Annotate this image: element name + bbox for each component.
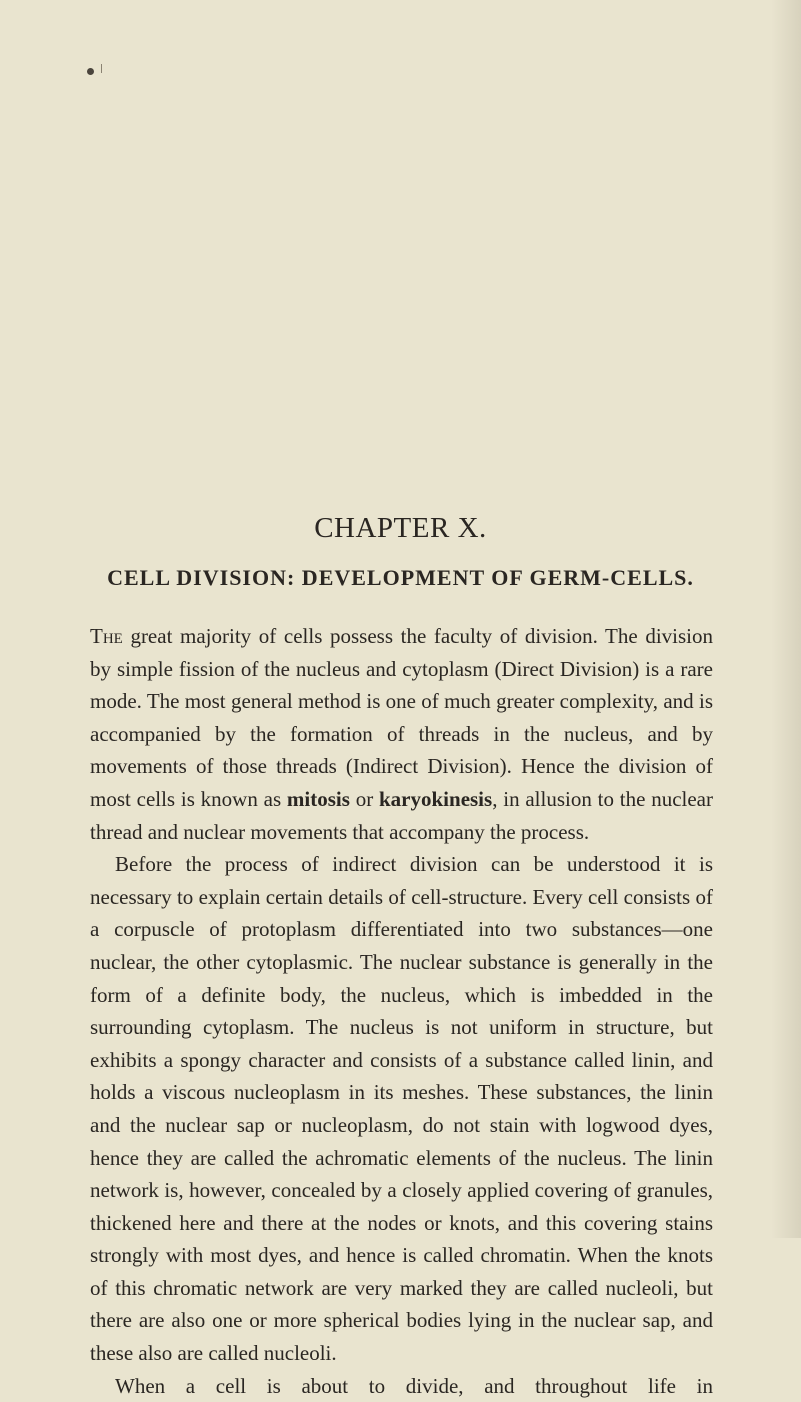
- ink-mark: [101, 64, 102, 73]
- paragraph-3: When a cell is about to divide, and throughout life in: [115, 1373, 713, 1398]
- term-karyokinesis: karyokinesis: [379, 786, 493, 811]
- paragraph-2: Before the process of indirect division can be understood it is necessary to explain certain details of cell-structure. Every cell consists of a corpuscle of protoplasm differentiated into two substances—one nuclear, the other cytoplasmic. The nuclear substance is generally in the form of a definite body, the nucleus, which is imbedded in the surrounding cytoplasm. The nucleus is not uniform in structure, but exhibits a spongy character and consists of a substance called linin, and holds a viscous nucleoplasm in its meshes. These substances, the linin and the nuclear sap or nucleoplasm, do not stain with logwood dyes, hence they are called the achromatic elements of the nucleus. The linin network is, however, concealed by a closely applied covering of granules, thickened here and there at the nodes or knots, and this covering stains strongly with most dyes, and hence is called chromatin. When the knots of this chromatic network are very marked they are called nucleoli, but there are also one or more spherical bodies lying in the nuclear sap, and these also are called nucleoli.: [90, 852, 713, 1366]
- term-mitosis: mitosis: [286, 786, 350, 811]
- ink-spot: [87, 68, 94, 75]
- paragraph-1: [90, 620, 713, 848]
- chapter-heading: CHAPTER X.: [314, 512, 487, 544]
- page-edge-shadow: [771, 0, 801, 1238]
- paragraph-1-text-c: , in allusion to the nuclear thread and nuclear movements that accompany the process.: [90, 786, 713, 844]
- lead-word: The: [90, 624, 123, 648]
- paragraph-1-text-b: or: [349, 786, 379, 811]
- body-text: [90, 620, 713, 1402]
- paragraph-1-text-a: great majority of cells possess the faculty of division. The division by simple fission of the nucleus and cytoplasm (Direct Division) is a rare mode. The most general method is one of much greater complexity, and is accompanied by the formation of threads in the nucleus, and by movements of those threads (Indirect Division). Hence the division of most cells is known as: [90, 624, 713, 811]
- chapter-subtitle: CELL DIVISION: DEVELOPMENT OF GERM-CELLS.: [107, 565, 694, 590]
